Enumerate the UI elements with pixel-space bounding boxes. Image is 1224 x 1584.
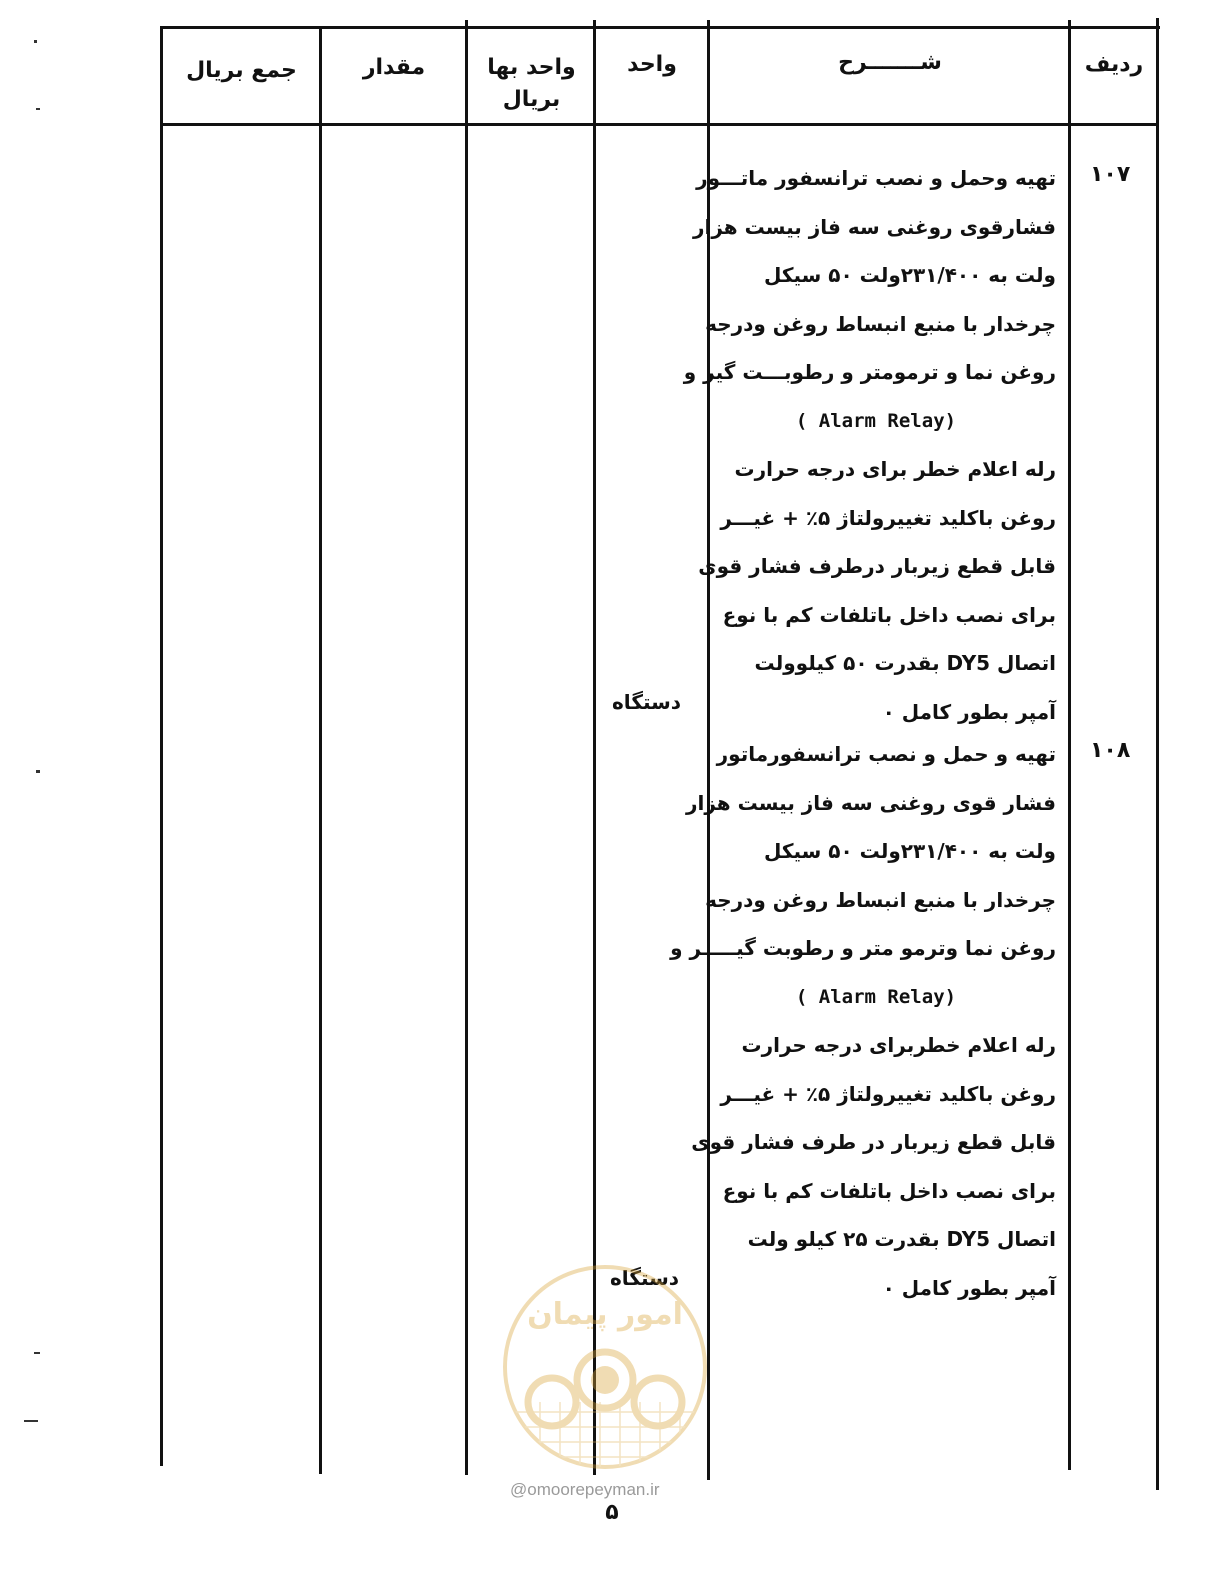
watermark-logo-icon	[500, 1262, 710, 1472]
column-border-left	[160, 26, 163, 1466]
header-unit-price-line2: بریال	[502, 87, 561, 112]
description-line: روغن باکلید تغییرولتاژ ۵٪ + غیـــر	[720, 1081, 1056, 1106]
description-line: فشار قوی روغنی سه فاز بیست هزار	[685, 790, 1056, 815]
description-line: فشارقوی روغنی سه فاز بیست هزار	[692, 214, 1056, 239]
column-border-unit-price	[593, 20, 596, 1475]
description-line: رله اعلام خطر برای درجه حرارت	[734, 457, 1056, 481]
row-number-107: ۱۰۷	[1090, 162, 1131, 187]
description-line: روغن باکلید تغییرولتاژ ۵٪ + غیـــر	[720, 505, 1056, 530]
scan-speck	[36, 108, 40, 110]
header-unit-price	[470, 52, 593, 116]
description-line: روغن نما و ترمومتر و رطوبـــت گیر و	[683, 360, 1056, 384]
header-unit: واحد	[627, 52, 677, 77]
description-line: قابل قطع زیربار درطرف فشار قوی	[698, 554, 1056, 578]
description-line: رله اعلام خطربرای درجه حرارت	[741, 1033, 1056, 1057]
column-border-qty-total	[319, 26, 322, 1474]
description-line: برای نصب داخل باتلفات کم با نوع	[722, 1178, 1056, 1203]
column-border-price-qty	[465, 20, 468, 1475]
description-line-alarm-relay: ( Alarm Relay)	[795, 985, 957, 1008]
description-line: آمپر بطور کامل ٠	[882, 699, 1056, 724]
description-line: ولت به ۲۳۱/۴۰۰ولت ۵۰ سیکل	[763, 839, 1056, 863]
description-line: روغن نما وترمو متر و رطوبت گیـــــر و	[670, 936, 1056, 960]
scan-speck	[34, 1352, 40, 1354]
row-number-108: ۱۰۸	[1090, 738, 1131, 763]
description-line: برای نصب داخل باتلفات کم با نوع	[722, 602, 1056, 627]
description-line: ولت به ۲۳۱/۴۰۰ولت ۵۰ سیکل	[763, 263, 1056, 287]
table-top-border	[160, 26, 1160, 29]
watermark-logo-text: امور پیمان	[527, 1297, 683, 1332]
description-line: اتصال DY5 بقدرت ۵۰ کیلوولت	[754, 651, 1056, 675]
description-line: تهیه وحمل و نصب ترانسفور ماتـــور	[696, 166, 1056, 190]
header-total: جمع بریال	[186, 58, 297, 83]
description-line: اتصال DY5 بقدرت ۲۵ کیلو ولت	[747, 1227, 1056, 1251]
column-border-right	[1156, 18, 1159, 1490]
row-description-108	[670, 730, 1056, 1312]
page-number: ۵	[605, 1500, 619, 1525]
description-line: تهیه و حمل و نصب ترانسفورماتور	[716, 742, 1056, 766]
watermark-url: @omoorepeyman.ir	[510, 1480, 660, 1499]
header-quantity: مقدار	[362, 55, 426, 80]
scan-speck	[34, 40, 37, 43]
header-row-number: ردیف	[1084, 52, 1144, 77]
scan-speck	[36, 770, 40, 773]
scan-speck	[24, 1420, 38, 1422]
description-line: قابل قطع زیربار در طرف فشار قوی	[691, 1130, 1056, 1154]
row-unit-108: دستگاه	[610, 1266, 680, 1290]
header-description: شـــــــرح	[838, 50, 942, 75]
description-line: آمپر بطور کامل ٠	[882, 1275, 1056, 1300]
description-line: چرخدار با منبع انبساط روغن ودرجه	[705, 887, 1056, 912]
description-line-alarm-relay: ( Alarm Relay)	[795, 409, 957, 432]
description-line: چرخدار با منبع انبساط روغن ودرجه	[705, 311, 1056, 336]
row-unit-107: دستگاه	[612, 690, 682, 714]
row-description-107	[683, 154, 1056, 736]
column-border-row-desc	[1068, 20, 1071, 1470]
header-unit-price-line1: واحد بها	[487, 55, 576, 80]
header-bottom-border	[162, 123, 1158, 126]
